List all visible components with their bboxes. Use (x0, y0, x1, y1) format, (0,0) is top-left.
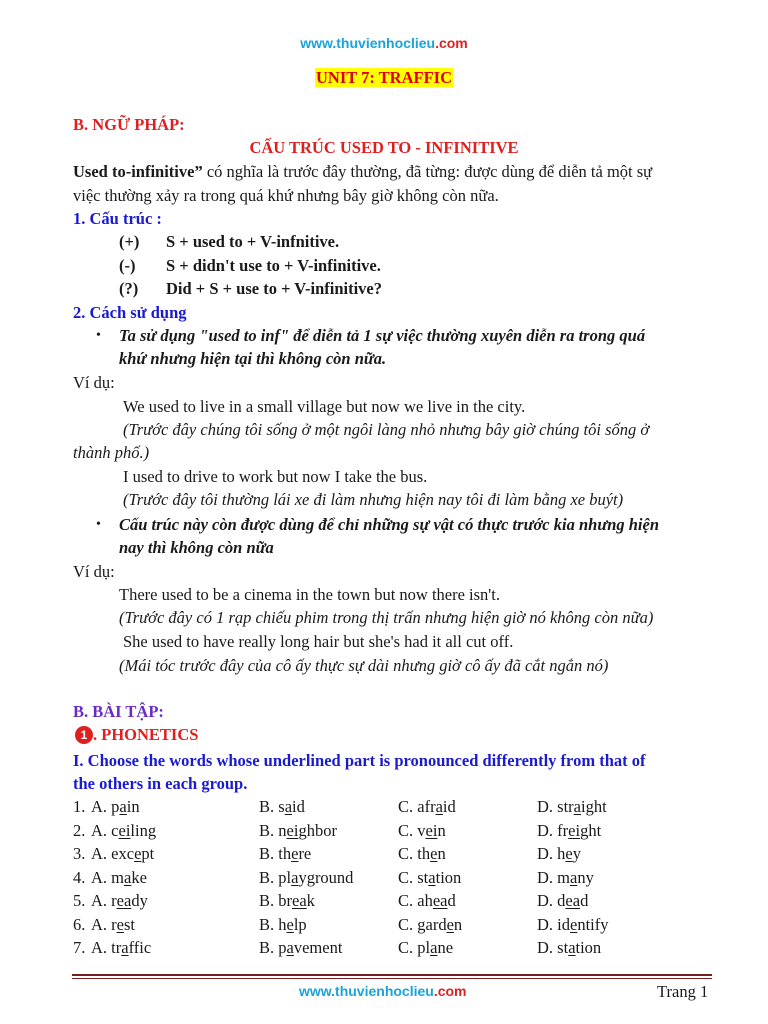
example-4-vi: (Mái tóc trước đây của cô ấy thực sự dài nhưng giờ cô ấy đã cắt ngắn nó) (119, 656, 609, 675)
answer-option[interactable] (537, 867, 594, 889)
option-word-start: h (278, 915, 287, 934)
answer-option[interactable] (398, 914, 462, 936)
footer-url-suffix: .com (433, 983, 467, 999)
option-word-end: re (298, 844, 312, 863)
answer-option[interactable] (259, 937, 342, 959)
section-exercises-heading: B. BÀI TẬP: (73, 702, 164, 721)
option-word-start: fr (557, 821, 569, 840)
option-underlined-part: a (284, 797, 293, 816)
option-underlined-part: a (568, 938, 576, 957)
example-3-en: There used to be a cinema in the town but now there isn't. (119, 585, 500, 604)
usage2-line-1: Cấu trúc này còn được dùng để chỉ những sự vật có thực trước kia nhưng hiện (119, 515, 660, 534)
answer-option[interactable] (537, 937, 601, 959)
option-word-start: r (111, 891, 117, 910)
option-letter: C. (398, 844, 414, 863)
option-letter: D. (537, 868, 554, 887)
option-letter: D. (537, 915, 554, 934)
option-letter: A. (91, 891, 108, 910)
option-letter: A. (91, 938, 108, 957)
structure-sign-positive: (+) (119, 232, 140, 251)
example-2-en: I used to drive to work but now I take the bus. (123, 467, 428, 486)
option-word-end: d (447, 891, 456, 910)
usage-heading: 2. Cách sử dụng (73, 303, 187, 322)
option-word-end: tion (435, 868, 462, 887)
option-word-start: p (278, 938, 287, 957)
structure-formula-positive: S + used to + V-infnitive. (166, 232, 340, 251)
answer-option[interactable] (398, 890, 456, 912)
option-word-end: lp (293, 915, 307, 934)
question-number: 2. (73, 821, 86, 840)
option-word-end: ling (130, 821, 157, 840)
option-word-start: th (417, 844, 431, 863)
option-underlined-part: ea (565, 891, 581, 910)
option-word-end: id (292, 797, 305, 816)
option-word-start: str (557, 797, 574, 816)
option-letter: B. (259, 938, 275, 957)
answer-option[interactable] (259, 914, 307, 936)
example-4-en: She used to have really long hair but she's had it all cut off. (123, 632, 514, 651)
option-underlined-part: a (570, 868, 578, 887)
structure-sign-negative: (-) (119, 256, 136, 275)
answer-option[interactable] (398, 820, 446, 842)
answer-option[interactable] (259, 796, 305, 818)
answer-option[interactable] (398, 843, 446, 865)
answer-option[interactable] (91, 867, 147, 889)
option-word-end: ight (581, 797, 607, 816)
option-word-start: pl (417, 938, 431, 957)
answer-option[interactable] (259, 820, 337, 842)
option-underlined-part: e (286, 915, 294, 934)
section-grammar-heading: B. NGỮ PHÁP: (73, 115, 185, 134)
option-letter: A. (91, 868, 108, 887)
option-underlined-part: a (573, 797, 581, 816)
structure-formula-question: Did + S + use to + V-infinitive? (166, 279, 382, 298)
answer-option[interactable] (91, 820, 156, 842)
option-word-end: ght (580, 821, 602, 840)
answer-option[interactable] (259, 867, 353, 889)
usage1-line-1: Ta sử dụng "used to inf" để diễn tả 1 sự việc thường xuyên diễn ra trong quá (119, 326, 646, 345)
number-one-badge-icon: 1 (75, 726, 93, 744)
option-underlined-part: ei (286, 821, 299, 840)
question-number: 6. (73, 915, 86, 934)
option-word-end: ne (437, 938, 454, 957)
option-underlined-part: a (291, 868, 299, 887)
option-letter: D. (537, 821, 554, 840)
option-word-end: ffic (128, 938, 152, 957)
answer-option[interactable] (259, 843, 311, 865)
question-number: 3. (73, 844, 86, 863)
option-word-start: pl (278, 868, 292, 887)
option-letter: D. (537, 938, 554, 957)
question-number: 7. (73, 938, 86, 957)
option-word-end: ghbor (298, 821, 337, 840)
option-letter: C. (398, 821, 414, 840)
option-word-end: k (306, 891, 315, 910)
question-number: 5. (73, 891, 86, 910)
option-letter: C. (398, 797, 414, 816)
example-1-en: We used to live in a small village but now we live in the city. (123, 397, 526, 416)
option-word-start: ah (417, 891, 433, 910)
option-letter: B. (259, 915, 275, 934)
option-word-start: st (557, 938, 569, 957)
option-underlined-part: ea (432, 891, 448, 910)
option-word-end: vement (293, 938, 343, 957)
page-number: Trang 1 (657, 982, 709, 1001)
intro-line-2: việc thường xảy ra trong quá khứ nhưng bây giờ không còn nữa. (73, 186, 499, 205)
usage2-line-2: nay thì không còn nữa (119, 538, 274, 557)
option-underlined-part: e (565, 844, 573, 863)
intro-line-1 (73, 161, 652, 183)
option-underlined-part: e (570, 915, 578, 934)
question-number: 4. (73, 868, 86, 887)
footer-divider (72, 974, 712, 976)
example-label-2: Ví dụ: (73, 562, 115, 581)
grammar-title: CẤU TRÚC USED TO - INFINITIVE (249, 138, 519, 157)
option-word-end: n (437, 821, 446, 840)
option-letter: D. (537, 844, 554, 863)
option-word-start: afr (417, 797, 436, 816)
option-underlined-part: e (430, 844, 438, 863)
option-word-start: br (278, 891, 293, 910)
option-word-start: m (111, 868, 125, 887)
footer-url[interactable] (299, 983, 467, 999)
answer-option[interactable] (91, 890, 148, 912)
option-letter: A. (91, 915, 108, 934)
answer-option[interactable] (398, 867, 461, 889)
option-underlined-part: ei (118, 821, 131, 840)
option-word-end: yground (298, 868, 354, 887)
example-2-vi: (Trước đây tôi thường lái xe đi làm nhưng hiện nay tôi đi làm bằng xe buýt) (123, 490, 624, 509)
answer-option[interactable] (91, 843, 154, 865)
option-letter: B. (259, 891, 275, 910)
option-letter: C. (398, 938, 414, 957)
answer-option[interactable] (259, 890, 315, 912)
intro-line-1-rest: có nghĩa là trước đây thường, đã từng: được dùng để diễn tả một sự (202, 162, 653, 181)
intro-term: Used to-infinitive” (73, 162, 203, 181)
usage1-line-2: khứ nhưng hiện tại thì không còn nữa. (119, 349, 387, 368)
option-underlined-part: e (446, 915, 454, 934)
option-word-start: c (111, 821, 119, 840)
unit-title: UNIT 7: TRAFFIC (316, 68, 452, 87)
option-word-start: tr (111, 938, 122, 957)
structure-sign-question: (?) (119, 279, 139, 298)
option-underlined-part: a (435, 797, 443, 816)
answer-option[interactable] (537, 914, 609, 936)
option-word-end: id (442, 797, 456, 816)
option-word-end: dy (131, 891, 148, 910)
answer-option[interactable] (398, 937, 453, 959)
option-word-start: n (278, 821, 287, 840)
answer-option[interactable] (537, 890, 588, 912)
option-word-end: in (126, 797, 140, 816)
option-word-end: n (437, 844, 446, 863)
option-underlined-part: a (286, 938, 294, 957)
phonetics-label: . PHONETICS (93, 725, 199, 744)
option-word-start: v (417, 821, 426, 840)
option-letter: B. (259, 868, 275, 887)
answer-option[interactable] (91, 937, 151, 959)
bullet-icon: • (96, 328, 101, 343)
answer-option[interactable] (537, 820, 601, 842)
option-word-start: r (111, 915, 117, 934)
option-word-end: pt (141, 844, 155, 863)
option-word-start: d (557, 891, 566, 910)
option-letter: B. (259, 797, 275, 816)
option-letter: D. (537, 891, 554, 910)
option-underlined-part: a (428, 868, 436, 887)
option-underlined-part: a (121, 938, 129, 957)
option-letter: B. (259, 821, 275, 840)
option-underlined-part: ea (116, 891, 132, 910)
option-underlined-part: a (119, 797, 127, 816)
option-word-start: m (557, 868, 571, 887)
option-underlined-part: a (124, 868, 132, 887)
bullet-icon: • (96, 517, 101, 532)
option-word-end: d (580, 891, 589, 910)
option-letter: D. (537, 797, 554, 816)
example-3-vi: (Trước đây có 1 rạp chiếu phim trong thị trấn nhưng hiện giờ nó không còn nữa) (119, 608, 654, 627)
option-word-start: exc (111, 844, 135, 863)
option-word-start: gard (417, 915, 447, 934)
instruction-line-2: the others in each group. (73, 774, 248, 793)
option-underlined-part: ei (568, 821, 581, 840)
option-word-end: tion (575, 938, 602, 957)
structure-formula-negative: S + didn't use to + V-infinitive. (166, 256, 381, 275)
option-word-end: y (572, 844, 581, 863)
footer-divider-thin (72, 978, 712, 979)
unit-title-wrap (0, 67, 768, 90)
option-word-end: n (453, 915, 463, 934)
answer-option[interactable] (537, 796, 607, 818)
option-letter: A. (91, 797, 108, 816)
option-letter: C. (398, 915, 414, 934)
option-word-end: st (124, 915, 136, 934)
option-underlined-part: e (291, 844, 299, 863)
phonetics-heading (75, 724, 198, 746)
option-letter: C. (398, 891, 414, 910)
option-word-start: h (557, 844, 566, 863)
option-word-start: s (278, 797, 285, 816)
option-underlined-part: e (116, 915, 124, 934)
option-underlined-part: a (430, 938, 438, 957)
footer-url-prefix: www.thuvienhoclieu (299, 983, 434, 999)
option-letter: B. (259, 844, 275, 863)
option-letter: A. (91, 821, 108, 840)
option-underlined-part: e (134, 844, 142, 863)
answer-option[interactable] (91, 796, 140, 818)
option-word-end: ntify (577, 915, 609, 934)
option-word-start: id (557, 915, 571, 934)
answer-option[interactable] (91, 914, 135, 936)
answer-option[interactable] (398, 796, 456, 818)
example-1-vi: (Trước đây chúng tôi sống ở một ngôi làng nhỏ nhưng bây giờ chúng tôi sống ở (123, 420, 650, 439)
option-word-start: p (111, 797, 120, 816)
option-word-start: th (278, 844, 292, 863)
option-underlined-part: ei (425, 821, 438, 840)
option-word-end: ke (131, 868, 147, 887)
header-url-suffix: .com (435, 35, 468, 51)
instruction-line-1: I. Choose the words whose underlined part is pronounced differently from that of (73, 751, 646, 770)
example-label-1: Ví dụ: (73, 373, 115, 392)
header-url-prefix: www.thuvienhoclieu (300, 35, 436, 51)
option-word-start: st (417, 868, 429, 887)
question-number: 1. (73, 797, 86, 816)
option-underlined-part: ea (292, 891, 307, 910)
structure-heading: 1. Cấu trúc : (73, 209, 162, 228)
option-letter: C. (398, 868, 414, 887)
answer-option[interactable] (537, 843, 581, 865)
option-letter: A. (91, 844, 108, 863)
header-url[interactable] (0, 35, 768, 51)
example-1-vi-cont: thành phố.) (73, 443, 150, 462)
option-word-end: ny (577, 868, 594, 887)
